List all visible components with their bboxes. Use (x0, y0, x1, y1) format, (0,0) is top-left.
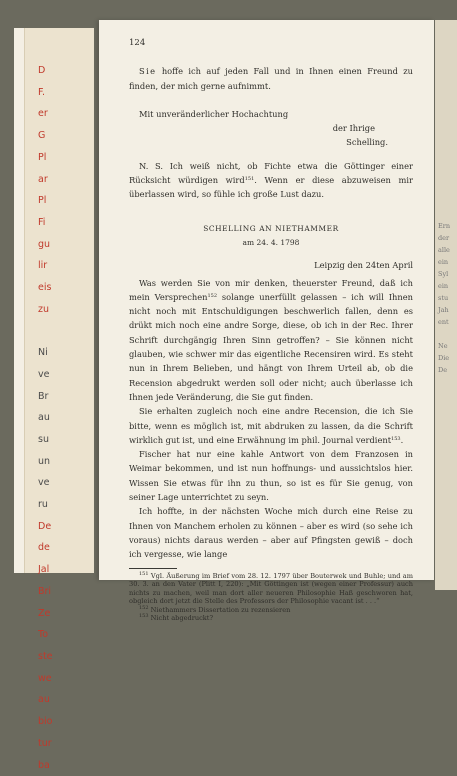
letter-paragraph-4: Ich hoffte, in der nächsten Woche mich durch eine Reise zu Ihnen von Manchem erholen zu können – aber es wird (so sehe ich voraus) nichts daraus werden – aber auf Pfingsten gewiß – doch ich vergesse, wie lange (129, 504, 413, 561)
margin-fragment: Jah (438, 304, 456, 316)
margin-fragment: eis (38, 277, 78, 299)
paragraph-text: Sie erhalten zugleich noch eine andre Recension, die ich Sie bitte, wenn es möglich ist, mit abdruken zu lassen, da die Schrift wirklich gut ist, und eine Erwähnung im phil. Journal verdient (129, 406, 413, 445)
margin-fragment: ru (38, 494, 78, 516)
margin-fragment: Fi (38, 212, 78, 234)
signature-name: Schelling. (129, 135, 413, 149)
margin-fragment: De (38, 516, 78, 538)
footnote-ref[interactable]: 152 (207, 293, 217, 299)
paragraph-text: solange unerfüllt gelassen – ich will Ihnen nicht noch mit Entschuldigungen beschwerlich fallen, denn es drükt mich noch eine andre Sorge, diese, ob ich in der Rec. Ihrer Schrift durchgängig Ihren Sinn getroffen? – Sie können nicht glauben, wie schwer mir das eigentliche Recensiren wird. Es steht nun in Ihrem Belieben, und hängt von Ihrem Urteil ab, ob die Recension abgedrukt werden soll oder nicht; auch überlasse ich Ihnen jede Veränderung, die Sie gut finden. (129, 292, 413, 402)
margin-fragment: ste (38, 646, 78, 668)
margin-fragment: Br (38, 386, 78, 408)
page-number: 124 (129, 36, 413, 50)
margin-fragment: Die (438, 352, 456, 364)
margin-fragment: D (38, 60, 78, 82)
margin-fragment: lir (38, 255, 78, 277)
margin-fragment: gu (38, 234, 78, 256)
margin-fragment: Ern (438, 220, 456, 232)
margin-fragment: er (38, 103, 78, 125)
margin-fragment: tur (38, 733, 78, 755)
left-margin-text (38, 60, 78, 776)
paragraph-text: Was werden Sie von mir denken, theuerster Freund, daß ich mein Versprechen (129, 278, 413, 302)
margin-fragment: au (38, 407, 78, 429)
postscript-text: N. S. Ich weiß nicht, ob Fichte etwa die Göttinger einer Rücksicht würdigen wird (129, 161, 413, 185)
margin-fragment: Pl (38, 190, 78, 212)
place-date: Leipzig den 24ten April (129, 258, 413, 272)
margin-fragment: ent (438, 316, 456, 328)
margin-fragment: Bri (38, 581, 78, 603)
footnote-rule (129, 568, 177, 569)
postscript-text-end: . Wenn er diese abzuweisen mir überlassen wird, so fühle ich große Lust dazu. (129, 175, 413, 199)
margin-fragment: un (38, 451, 78, 473)
footnote-text: Vgl. Äußerung im Brief vom 28. 12. 1797 über Bouterwek und Buhle; und am 30. 3. an den Vater (Plitt I, 220): „Mit Göttingen ist (wegen einer Professur) auch nichts zu machen, weil man dort aller neueren Philosophie Haß geschworen hat, obgleich dort jetzt die Stelle des Professors der Philosophie vacant ist . . .“ (129, 572, 413, 606)
footnote-text: Niethammers Dissertation zu rezensieren (151, 606, 291, 614)
margin-fragment: stu (438, 292, 456, 304)
closing-regards: Mit unveränderlicher Hochachtung (129, 107, 413, 121)
margin-fragment: G (38, 125, 78, 147)
margin-fragment: de (38, 537, 78, 559)
background-book-right (435, 20, 457, 590)
margin-fragment (438, 328, 456, 340)
footnote-number: 152 (139, 605, 149, 611)
margin-fragment: Ne (438, 340, 456, 352)
margin-fragment: ein (438, 256, 456, 268)
letter-paragraph-3: Fischer hat nur eine kahle Antwort von dem Franzosen in Weimar bekommen, und ist nun hoffnungs- und aussichtslos hier. Wissen Sie etwas für ihn zu thun, so ist es für Sie genug, von seiner Lage unterrichtet zu seyn. (129, 447, 413, 504)
margin-fragment: Pl (38, 147, 78, 169)
footnote-151 (129, 572, 413, 606)
margin-fragment: ein (438, 280, 456, 292)
margin-fragment: der (438, 232, 456, 244)
margin-fragment: De (438, 364, 456, 376)
spaced-word: Sie (139, 66, 156, 76)
margin-fragment: Ze (38, 603, 78, 625)
margin-fragment: au (38, 689, 78, 711)
margin-fragment: To (38, 624, 78, 646)
margin-fragment: ve (38, 364, 78, 386)
margin-fragment: Ni (38, 342, 78, 364)
opening-paragraph (129, 64, 413, 93)
letter-heading: SCHELLING AN NIETHAMMER (129, 222, 413, 236)
margin-fragment: alle (438, 244, 456, 256)
footnote-ref[interactable]: 151 (245, 176, 255, 182)
margin-fragment: Jal (38, 559, 78, 581)
opening-text: hoffe ich auf jeden Fall und in Ihnen einen Freund zu finden, der mich gerne aufnimmt. (129, 66, 413, 90)
footnote-number: 153 (139, 613, 149, 619)
margin-fragment: we (38, 668, 78, 690)
footnotes (129, 572, 413, 624)
letter-paragraph-2 (129, 404, 413, 447)
right-margin-text (438, 220, 456, 376)
footnote-text: Nicht abgedruckt? (151, 614, 213, 622)
letter-paragraph-1 (129, 276, 413, 405)
margin-fragment: F. (38, 82, 78, 104)
margin-fragment (38, 320, 78, 342)
footnote-152 (129, 606, 413, 615)
footnote-153 (129, 614, 413, 623)
margin-fragment: su (38, 429, 78, 451)
margin-fragment: ba (38, 755, 78, 776)
paragraph-text: . (401, 435, 404, 445)
page-content (129, 36, 413, 623)
margin-fragment: ve (38, 472, 78, 494)
book-edge (14, 28, 25, 573)
margin-fragment: Syl (438, 268, 456, 280)
margin-fragment: bio (38, 711, 78, 733)
closing-the-yours: der Ihrige (129, 121, 413, 135)
footnote-number: 151 (139, 571, 149, 577)
postscript (129, 159, 413, 202)
letter-date: am 24. 4. 1798 (129, 236, 413, 250)
margin-fragment: ar (38, 169, 78, 191)
footnote-ref[interactable]: 153 (391, 436, 401, 442)
margin-fragment: zu (38, 299, 78, 321)
